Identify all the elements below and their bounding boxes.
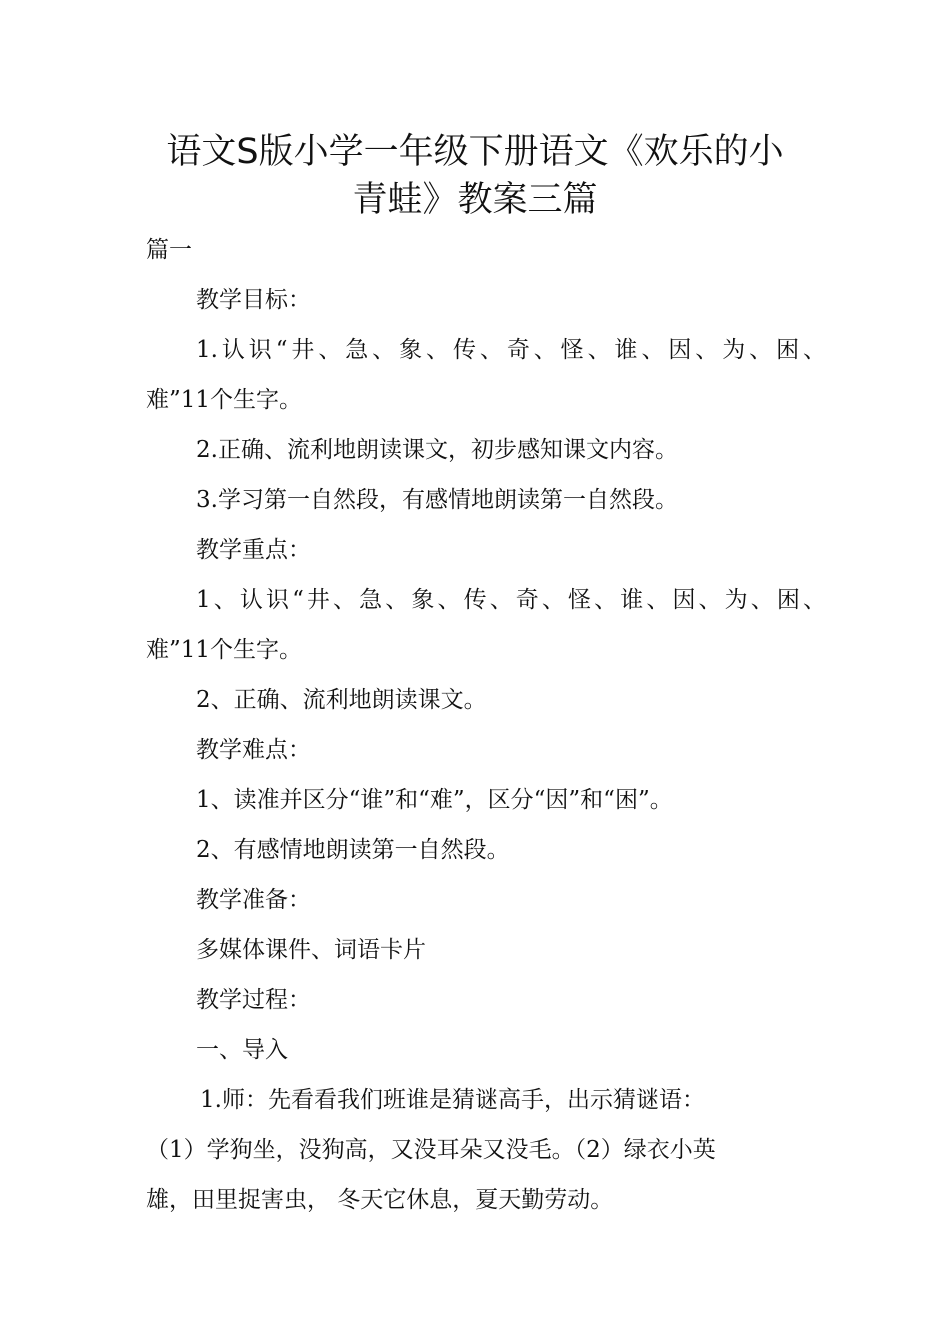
key-points-heading: 教学重点： — [196, 537, 311, 563]
difficulty-item-1: 1、读准并区分“谁”和“难”，区分“因”和“困”。 — [196, 787, 673, 813]
process-paragraph: 1.师：先看看我们班谁是猜谜高手，出示猜谜语： — [200, 1087, 705, 1113]
key-point-item-2: 2、正确、流利地朗读课文。 — [196, 687, 487, 713]
preparation-content: 多媒体课件、词语卡片 — [196, 937, 426, 963]
objective-item-2: 2.正确、流利地朗读课文，初步感知课文内容。 — [196, 437, 678, 463]
process-heading: 教学过程： — [196, 987, 311, 1013]
key-point-item-1-continued: 难”11个生字。 — [146, 637, 303, 663]
section-heading: 篇一 — [146, 237, 192, 263]
document-title-line-2: 青蛙》教案三篇 — [352, 180, 598, 220]
objective-item-1: 1.认识“井、急、象、传、奇、怪、谁、因、为、困、 — [196, 337, 826, 363]
difficulties-heading: 教学难点： — [196, 737, 311, 763]
process-paragraph-end: 雄，田里捉害虫， 冬天它休息，夏天勤劳动。 — [146, 1187, 614, 1213]
objectives-heading: 教学目标： — [196, 287, 311, 313]
preparation-heading: 教学准备： — [196, 887, 311, 913]
difficulty-item-2: 2、有感情地朗读第一自然段。 — [196, 837, 510, 863]
objective-item-3: 3.学习第一自然段，有感情地朗读第一自然段。 — [196, 487, 678, 513]
process-step-1: 一、导入 — [196, 1037, 288, 1063]
document-title-line-1: 语文S版小学一年级下册语文《欢乐的小 — [166, 132, 784, 172]
process-paragraph-continued: （1）学狗坐，没狗高，又没耳朵又没毛。（2）绿衣小英 — [146, 1137, 716, 1163]
objective-item-1-continued: 难”11个生字。 — [146, 387, 303, 413]
key-point-item-1: 1、认识“井、急、象、传、奇、怪、谁、因、为、困、 — [196, 587, 826, 613]
